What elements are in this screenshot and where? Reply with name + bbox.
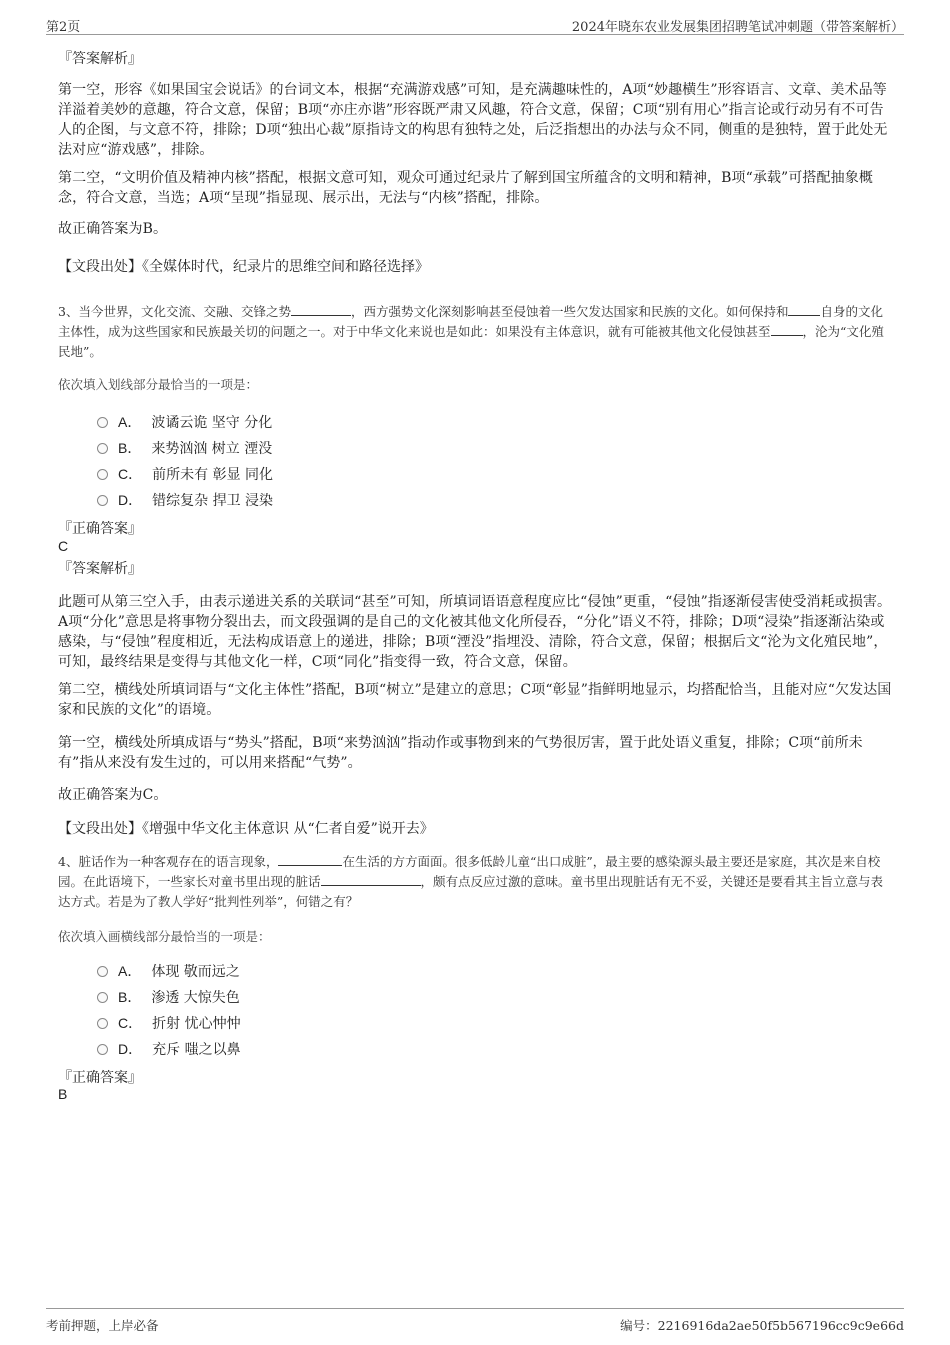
analysis-label: 『答案解析』 <box>58 561 142 577</box>
answer-blank <box>788 303 820 316</box>
analysis-paragraph: 此题可从第三空入手，由表示递进关系的关联词“甚至”可知，所填词语语意程度应比“侵蚀”更重，“侵蚀”指逐渐侵害使受消耗或损害。A项“分化”意思是将事物分裂出去，而文段强调的是自己的文化被其他文化所侵吞，“分化”语义不符，排除；D项“浸染”指逐渐沾染或感染，与“侵蚀”程度相近，无法构成语意上的递进，排除；B项“湮没”指埋没、清除，符合文意，保留；根据后文“沦为文化殖民地”，可知，最终结果是变得与其他文化一样，C项“同化”指变得一致，符合文意，保留。 <box>58 594 892 670</box>
page-header <box>46 14 904 35</box>
analysis-label: 『答案解析』 <box>58 51 142 67</box>
answer-blank <box>771 323 803 336</box>
correct-answer-label: 『正确答案』 <box>58 1070 142 1086</box>
document-title: 2024年晓东农业发展集团招聘笔试冲刺题（带答案解析） <box>571 20 904 35</box>
analysis-paragraph: 第二空，横线处所填词语与“文化主体性”搭配，B项“树立”是建立的意思；C项“彰显”指鲜明地显示，均搭配恰当，且能对应“欠发达国家和民族的文化”的语境。 <box>58 682 892 718</box>
question-text: ，沦为“文化殖民地”。 <box>58 324 884 359</box>
option-d[interactable]: D． 错综复杂 捍卫 浸染 <box>97 490 273 510</box>
option-a[interactable]: A． 体现 敬而远之 <box>97 961 240 981</box>
radio-icon[interactable] <box>97 992 108 1003</box>
question-text: ，西方强势文化深刻影响甚至侵蚀着一些欠发达国家和民族的文化。如何保持和 <box>350 304 789 319</box>
question-instruction: 依次填入画横线部分最恰当的一项是： <box>58 929 271 944</box>
text-source: 【文段出处】《增强中华文化主体意识 从“仁者自爱”说开去》 <box>58 821 434 837</box>
radio-icon[interactable] <box>97 1044 108 1055</box>
option-b[interactable]: B． 来势汹汹 树立 湮没 <box>97 438 272 458</box>
radio-icon[interactable] <box>97 417 108 428</box>
question-text: 自身的文化主体性，成为这些国家和民族最关切的问题之一。对于中华文化来说也是如此：如果没有主体意识，就有可能被其他文化侵蚀甚至 <box>58 304 883 339</box>
radio-icon[interactable] <box>97 966 108 977</box>
correct-answer: C <box>58 538 69 554</box>
question-text: 4、脏话作为一种客观存在的语言现象， <box>58 854 279 869</box>
question-text: ，颇有点反应过激的意味。童书里出现脏话有无不妥，关键还是要看其主旨立意与表达方式。若是为了教人学好“批判性列举”，何错之有？ <box>58 874 884 909</box>
radio-icon[interactable] <box>97 469 108 480</box>
footer-slogan: 考前押题，上岸必备 <box>46 1318 159 1333</box>
correct-answer: B <box>58 1086 68 1102</box>
analysis-paragraph: 第二空，“文明价值及精神内核”搭配，根据文意可知，观众可通过纪录片了解到国宝所蕴含的文明和精神，B项“承载”可搭配抽象概念，符合文意，当选；A项“呈现”指显现、展示出，无法与“内核”搭配，排除。 <box>58 170 873 206</box>
radio-icon[interactable] <box>97 1018 108 1029</box>
page-footer <box>46 1308 904 1337</box>
answer-conclusion: 故正确答案为C。 <box>58 787 168 803</box>
correct-answer-label: 『正确答案』 <box>58 521 142 537</box>
analysis-paragraph: 第一空，横线处所填成语与“势头”搭配，B项“来势汹汹”指动作或事物到来的气势很厉害，置于此处语义重复，排除；C项“前所未有”指从来没有发生过的，可以用来搭配“气势”。 <box>58 735 863 771</box>
page-number: 第2页 <box>46 20 81 35</box>
option-c[interactable]: C． 前所未有 彰显 同化 <box>97 464 273 484</box>
answer-blank <box>321 873 421 886</box>
option-d[interactable]: D． 充斥 嗤之以鼻 <box>97 1039 241 1059</box>
option-c[interactable]: C． 折射 忧心忡忡 <box>97 1013 241 1033</box>
radio-icon[interactable] <box>97 495 108 506</box>
question-4-stem <box>58 852 892 912</box>
answer-conclusion: 故正确答案为B。 <box>58 221 168 237</box>
answer-blank <box>291 303 351 316</box>
question-text: 在生活的方方面面。很多低龄儿童“出口成脏”，最主要的感染源头最主要还是家庭，其次是来自校园。在此语境下，一些家长对童书里出现的脏话 <box>58 854 881 889</box>
text-source: 【文段出处】《全媒体时代，纪录片的思维空间和路径选择》 <box>58 259 429 275</box>
option-b[interactable]: B． 渗透 大惊失色 <box>97 987 240 1007</box>
analysis-paragraph: 第一空，形容《如果国宝会说话》的台词文本，根据“充满游戏感”可知，是充满趣味性的，A项“妙趣横生”形容语言、文章、美术品等洋溢着美妙的意趣，符合文意，保留；B项“亦庄亦谐”形容既严肃又风趣，符合文意，保留；C项“别有用心”指言论或行动另有不可告人的企图，与文意不符，排除；D项“独出心裁”原指诗文的构思有独特之处，后泛指想出的办法与众不同，侧重的是独特，置于此处无法对应“游戏感”，排除。 <box>58 82 888 158</box>
radio-icon[interactable] <box>97 443 108 454</box>
question-instruction: 依次填入划线部分最恰当的一项是： <box>58 377 259 392</box>
question-3-stem <box>58 302 892 362</box>
answer-blank <box>278 853 342 866</box>
question-text: 3、当今世界，文化交流、交融、交锋之势 <box>58 304 291 319</box>
document-serial: 编号：2216916da2ae50f5b567196cc9c9e66d <box>620 1318 904 1333</box>
option-a[interactable]: A． 波谲云诡 坚守 分化 <box>97 412 272 432</box>
